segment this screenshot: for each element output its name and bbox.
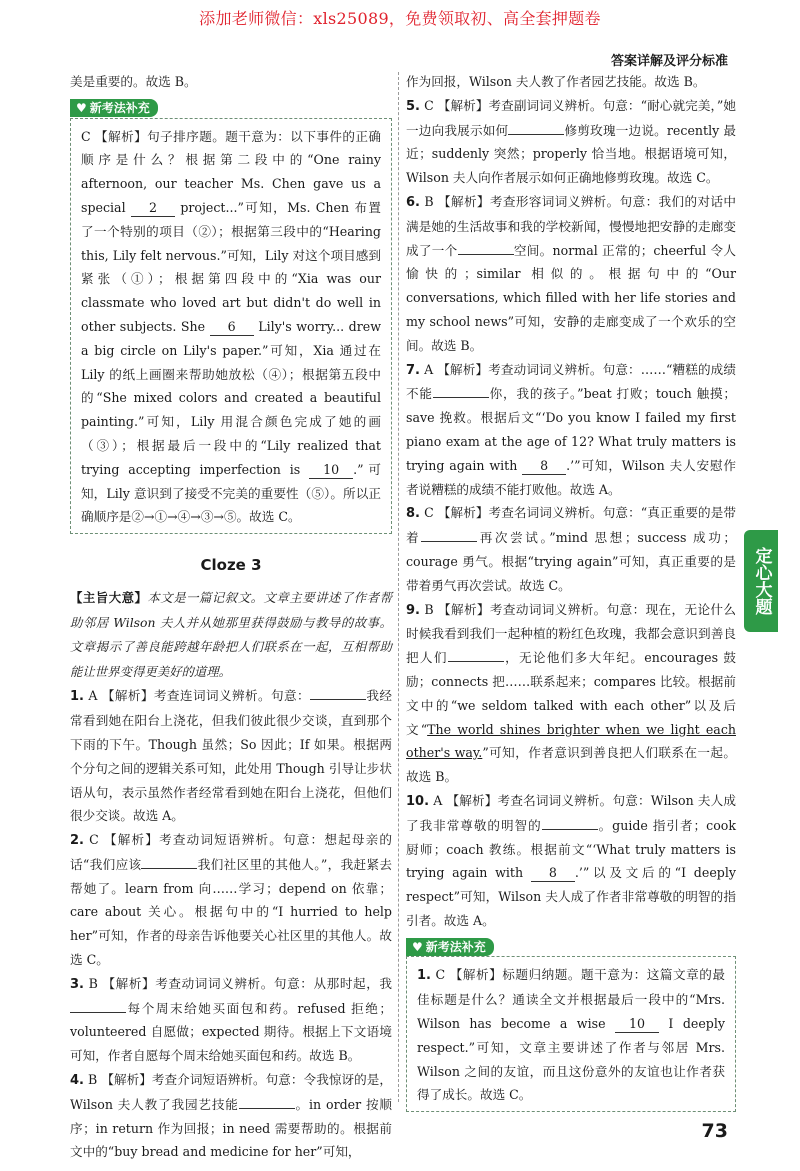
supplement-label-text: 新考法补充 [425, 939, 486, 954]
answer-blank [508, 134, 564, 135]
answer-blank [310, 699, 366, 700]
supplement-label-text: 新考法补充 [89, 100, 150, 115]
supp-text: C 【解析】句子排序题。题干意为：以下事件的正确顺序是什么？根据第二段中的“One rainy afternoon, our teacher Ms. Chen gave us a special [81, 128, 381, 215]
item-text: A 【解析】考查名词词义辨析。句意：Wilson 夫人成了我非常尊敬的明智的 [406, 792, 736, 833]
answer-item [406, 789, 736, 933]
item-text: B 【解析】考查介词短语辨析。句意：令我惊讶的是，Wilson 夫人教了我园艺技能 [70, 1072, 392, 1112]
promo-banner: 添加老师微信：xls25089，免费领取初、高全套押题卷 [199, 9, 601, 28]
continued-text: 美是重要的。故选 B。 [70, 74, 197, 89]
item-number: 2. [70, 833, 84, 849]
item-number: 4. [70, 1073, 84, 1089]
section-side-tab: 定心大题 [744, 530, 778, 632]
item-text: 空间。normal 正常的；cheerful 令人愉快的；similar 相似的。根据句中的“Our conversations, which filled with her life stories and my school news”可知，安静的走廊变成了一个欢乐的空间。故选 B。 [406, 242, 737, 353]
answer-item [406, 94, 736, 190]
item-text: 再次尝试。”mind 思想；success 成功；courage 勇气。根据“trying again”可知，真正重要的是带着勇气再次尝试。故选 C。 [406, 530, 736, 593]
item-text: B 【解析】考查动词词义辨析。句意：现在，无论什么时候我看到我们一起种植的粉红色玫瑰，我都会意识到善良把人们 [406, 601, 736, 666]
item-number: 9. [406, 602, 420, 618]
answer-blank: 10 [615, 1016, 659, 1033]
supp-text: Lily's worry... drew a big circle on Lily's paper.”可知，Xia 通过在 Lily 的纸上画圈来帮助她放松（④）；根据第五段中的“She mixed colors and created a beautiful painting.”可知，Lily 用混合颜色完成了她的画（③）；根据最后一段中的“Lily realized that trying accepting imperfection is [81, 318, 381, 477]
answer-blank [433, 397, 489, 398]
answer-blank [448, 661, 504, 662]
main-idea-label: 【主旨大意】 [70, 589, 148, 605]
answer-blank [239, 1108, 295, 1109]
answer-blank: 8 [531, 865, 575, 882]
answer-blank: 8 [522, 458, 566, 475]
item-text: ”可知，作者意识到善良把人们联系在一起。故选 B。 [406, 745, 736, 785]
item-text: C 【解析】考查动词短语辨析。句意：想起母亲的话“我们应该 [70, 832, 392, 872]
answer-item [70, 972, 392, 1068]
answer-blank [141, 868, 197, 869]
supp-text: I deeply respect.”可知，文章主要讲述了作者与邻居 Mrs. Wilson 之间的友谊，而且这份意外的友谊也让作者获得了成长。故选 C。 [417, 1016, 725, 1103]
left-column [70, 70, 392, 1164]
item-text: 每个周末给她买面包和药。refused 拒绝；volunteered 自愿做；expected 期待。根据上下文语境可知，作者自愿每个周末给她买面包和药。故选 B。 [70, 1000, 392, 1064]
answer-blank [542, 829, 598, 830]
supp-text: C 【解析】标题归纳题。题干意为：这篇文章的最佳标题是什么？通读全文并根据最后一段中的“Mrs. Wilson has become a wise [417, 967, 725, 1032]
item-text: ，无论他们多大年纪。encourages 鼓励；connects 把……联系起来；compares 比较。根据前文中的“we seldom talked with each other”以及后文“ [406, 650, 737, 737]
item-number: 5. [406, 98, 420, 114]
item-number: 7. [406, 362, 420, 378]
item-number: 3. [70, 976, 84, 992]
item-text: 你，我的孩子。”beat 打败；touch 触摸；save 挽救。根据后文“‘Do you know I failed my first piano exam at the age of 12? What truly matters is trying again with [406, 386, 736, 473]
answer-blank [421, 541, 477, 542]
item-text: .’”以及文后的“I deeply respect”可知，Wilson 夫人成了作者非常尊敬的明智的指引者。故选 A。 [406, 865, 736, 928]
running-header: 答案详解及评分标准 [610, 54, 728, 69]
item-text: 。in order 按顺序；in return 作为回报；in need 需要帮助的。根据前文中的“buy bread and medicine for her”可知， [70, 1096, 392, 1160]
answer-item [406, 190, 736, 358]
item-number: 1. [417, 968, 431, 984]
item-text: A 【解析】考查连词词义辨析。句意： [88, 688, 310, 704]
item-number: 8. [406, 506, 420, 522]
answer-blank [70, 1012, 126, 1013]
answer-item [406, 501, 736, 597]
item-number: 10. [406, 793, 430, 809]
supplement-label [406, 938, 494, 956]
answer-item [70, 684, 392, 828]
supplement-answer [81, 125, 381, 530]
item-text: B 【解析】考查形容词词义辨析。句意：我们的对话中满是她的生活故事和我的学校新闻，慢慢地把安静的走廊变成了一个 [406, 193, 736, 258]
supplement-header [406, 935, 736, 959]
answer-blank: 6 [210, 319, 254, 336]
supplement-box [406, 956, 736, 1112]
main-idea-text: 本文是一篇记叙文。文章主要讲述了作者帮助邻居 Wilson 夫人并从她那里获得鼓励与教导的故事。文章揭示了善良能跨越年龄把人们联系在一起，互相帮助能让世界变得更美好的道理。 [70, 589, 393, 679]
heart-icon: ♥ [76, 100, 87, 115]
item-text: 。guide 指引者；cook 厨师；coach 教练。根据前文“‘What truly matters is trying again with [406, 817, 736, 881]
continued-text: 作为回报，Wilson 夫人教了作者园艺技能。故选 B。 [406, 74, 706, 89]
answer-item [406, 358, 736, 502]
answer-blank: 10 [309, 462, 353, 479]
supplement-box [70, 118, 392, 535]
item-text: C 【解析】考查名词词义辨析。句意：“真正重要的是带着 [406, 505, 737, 546]
right-column [406, 70, 736, 1112]
main-idea [70, 586, 392, 684]
supplement-header [70, 96, 392, 120]
item-text: A 【解析】考查动词词义辨析。句意：……“糟糕的成绩不能 [406, 361, 736, 402]
answer-item [406, 598, 736, 789]
supplement-answer [417, 963, 725, 1107]
item-text: 修剪玫瑰一边说。recently 最近；suddenly 突然；properly 恰当地。根据语境可知，Wilson 夫人向作者展示如何正确地修剪玫瑰。故选 C。 [406, 122, 737, 186]
answer-item [70, 1068, 392, 1164]
answer-blank [458, 254, 514, 255]
section-title: Cloze 3 [200, 556, 262, 575]
item-number: 1. [70, 689, 84, 705]
item-text: 我们社区里的其他人。”，我赶紧去帮她了。learn from 向……学习；depend on 依靠；care about 关心。根据句中的“I hurried to help her”可知，作者的母亲告诉他要关心社区里的其他人。故选 C。 [70, 856, 392, 968]
supplement-label [70, 99, 158, 117]
item-text: .’”可知，Wilson 夫人安慰作者说糟糕的成绩不能打败他。故选 A。 [406, 457, 736, 497]
item-text: C 【解析】考查副词词义辨析。句意：“耐心就完美，”她一边向我展示如何 [406, 97, 736, 138]
answer-item [70, 828, 392, 972]
column-divider [398, 72, 399, 1102]
heart-icon: ♥ [412, 939, 423, 954]
underlined-quote: The world shines brighter when we light each other's way. [406, 721, 736, 761]
item-text: B 【解析】考查动词词义辨析。句意：从那时起，我 [88, 975, 392, 991]
item-number: 6. [406, 194, 420, 210]
item-text: 我经常看到她在阳台上浇花，但我们彼此很少交谈，直到那个下雨的下午。Though 虽然；So 因此；If 如果。根据两个分句之间的逻辑关系可知，此处用 Though 引导让步状语从句，表示虽然作者经常看到她在阳台上浇花，但他们很少交谈。故选 A。 [70, 688, 392, 824]
answer-blank: 2 [131, 200, 175, 217]
supp-text: project...”可知，Ms. Chen 布置了一个特别的项目（②）；根据第三段中的“Hearing this, Lily felt nervous.”可知，Lily 对这个项目感到紧张（①）；根据第四段中的“Xia was our classmate who loved art but didn't do well in other subjects. She [81, 199, 381, 334]
supp-text: .”可知，Lily 意识到了接受不完美的重要性（⑤）。所以正确顺序是②→①→④→③→⑤。故选 C。 [81, 461, 381, 525]
page-number: 73 [701, 1120, 728, 1142]
